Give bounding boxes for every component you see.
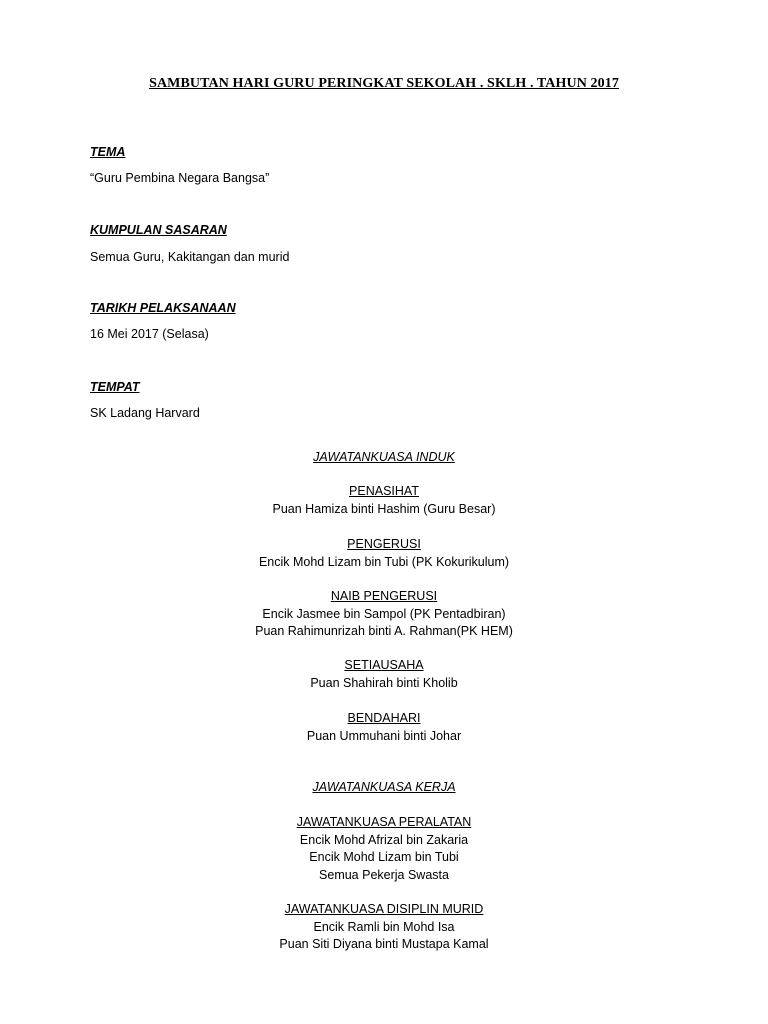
role-title-pengerusi: PENGERUSI [347, 537, 421, 551]
document-title: SAMBUTAN HARI GURU PERINGKAT SEKOLAH . SKLH . TAHUN 2017 [149, 76, 619, 91]
role-block-naib-pengerusi [0, 588, 768, 641]
section-heading-tempat: TEMPAT [90, 380, 140, 394]
section-heading-kumpulan-sasaran: KUMPULAN SASARAN [90, 223, 227, 237]
section-heading-tarikh-pelaksanaan: TARIKH PELAKSANAAN [90, 301, 236, 315]
committee-heading-induk-text: JAWATANKUASA INDUK [313, 450, 455, 464]
role-member: Encik Mohd Lizam bin Tubi [309, 850, 459, 864]
role-member: Puan Hamiza binti Hashim (Guru Besar) [272, 501, 496, 516]
role-block-pengerusi [0, 536, 768, 571]
role-member: Puan Shahirah binti Kholib [310, 675, 458, 690]
role-title-peralatan: JAWATANKUASA PERALATAN [296, 815, 472, 829]
role-title-disiplin-murid: JAWATANKUASA DISIPLIN MURID [284, 902, 484, 916]
role-member: Encik Jasmee bin Sampol (PK Pentadbiran) [262, 606, 506, 621]
role-block-bendahari [0, 710, 768, 745]
role-block-disiplin-murid [0, 901, 768, 954]
role-member: Encik Mohd Lizam bin Tubi (PK Kokurikulum) [258, 554, 510, 569]
role-block-penasihat [0, 483, 768, 518]
role-title-penasihat: PENASIHAT [349, 484, 419, 498]
role-title-naib-pengerusi: NAIB PENGERUSI [330, 589, 438, 603]
committee-heading-induk [0, 449, 768, 467]
committee-heading-kerja-text: JAWATANKUASA KERJA [312, 780, 456, 794]
role-title-setiausaha: SETIAUSAHA [344, 658, 424, 672]
role-member: Puan Rahimunrizah binti A. Rahman(PK HEM) [255, 624, 513, 638]
section-value-tema: “Guru Pembina Negara Bangsa” [90, 171, 270, 185]
section-value-kumpulan-sasaran: Semua Guru, Kakitangan dan murid [90, 250, 290, 264]
committee-heading-kerja [0, 779, 768, 797]
role-member: Encik Ramli bin Mohd Isa [313, 919, 455, 934]
section-heading-tema: TEMA [90, 145, 126, 159]
role-member: Encik Mohd Afrizal bin Zakaria [299, 832, 469, 847]
role-member: Puan Siti Diyana binti Mustapa Kamal [279, 937, 489, 951]
section-value-tarikh-pelaksanaan: 16 Mei 2017 (Selasa) [90, 327, 209, 341]
section-value-tempat: SK Ladang Harvard [90, 406, 200, 420]
role-block-peralatan [0, 814, 768, 884]
role-member: Puan Ummuhani binti Johar [306, 728, 462, 743]
role-title-bendahari: BENDAHARI [347, 711, 421, 725]
role-block-setiausaha [0, 657, 768, 692]
role-member: Semua Pekerja Swasta [319, 867, 449, 882]
